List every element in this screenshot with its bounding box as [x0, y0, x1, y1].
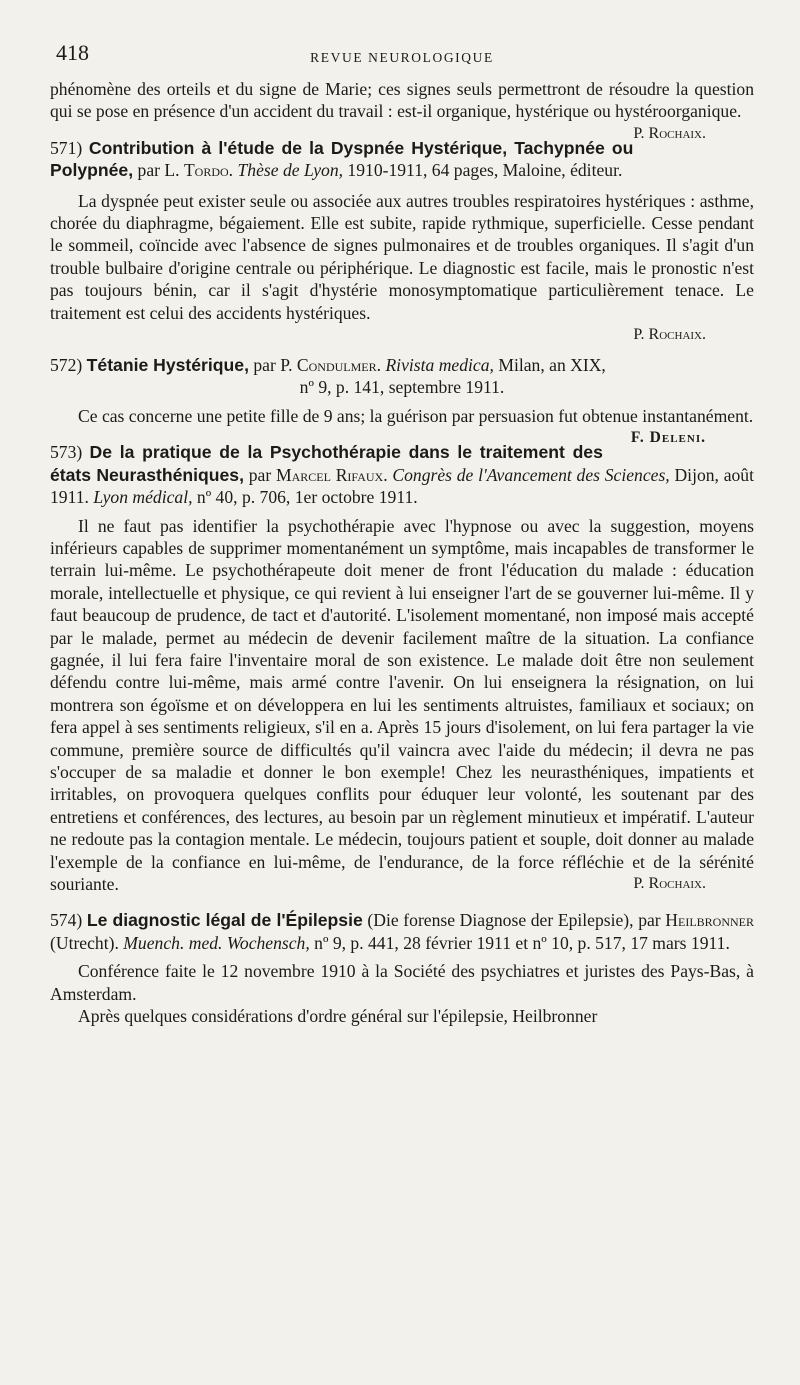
entry-573-author: Marcel Rifaux.: [275, 464, 388, 485]
entry-574-author-suffix: (Utrecht).: [50, 932, 119, 953]
entry-574-title: Le diagnostic légal de l'Épilepsie: [86, 910, 363, 931]
entry-572-author: Condulmer.: [296, 355, 382, 376]
entry-574-author: Heilbronner: [665, 910, 754, 931]
entry-573-signature: P. Rochaix.: [633, 875, 706, 892]
entry-572-source: Rivista medica,: [385, 355, 494, 376]
entry-571-author-prefix: par L.: [137, 160, 180, 181]
page-header: [50, 38, 754, 78]
entry-572-body: Ce cas concerne une petite fille de 9 ans; la guérison par persuasion fut obtenue instantanément.: [78, 405, 754, 426]
entry-571-title: Contribution à l'étude de la Dyspnée Hystérique, Tachypnée ou Polypnée,: [50, 137, 634, 181]
carry-over-signature: P. Rochaix.: [633, 124, 706, 142]
entry-573-number: 573): [50, 442, 83, 463]
entry-574-source: Muench. med. Wochensch,: [123, 932, 310, 953]
entry-574-paren: (Die forense Diagnose der Epilepsie),: [367, 910, 634, 931]
entry-573-title: De la pratique de la Psychothérapie dans le traitement des états Neurasthéniques,: [50, 442, 603, 485]
entry-572-heading: [50, 354, 754, 376]
entry-574-heading: [50, 909, 754, 954]
entry-574-body-2: Après quelques considérations d'ordre général sur l'épilepsie, Heilbronner: [78, 1006, 598, 1027]
carry-over-text: phénomène des orteils et du signe de Marie; ces signes seuls permettront de résoudre la question qui se pose en présence d'un accident du travail : est-il organique, hystérique ou hystéroorganique.: [50, 79, 754, 122]
entry-574-number: 574): [50, 910, 83, 931]
entry-574-details: nº 9, p. 441, 28 février 1911 et nº 10, p. 517, 17 mars 1911.: [314, 932, 730, 953]
entry-573-body: Il ne faut pas identifier la psychothérapie avec l'hypnose ou avec la suggestion, moyens inférieurs capables de supprimer momentanément un symptôme, mais incapables de transformer le terrain lui-même. Le psychothérapeute doit mener de front l'éducation du malade : éducation morale, intellectuelle et physique, ce qui revient à lui enseigner l'art de se gouverner lui-même. Il y faut beaucoup de prudence, de tact et d'autorité. L'isolement momentané, non imposé mais accepté par le malade, permet au médecin de devenir facilement maître de la situation. La confiance gagnée, il lui fera faire l'inventaire moral de son existence. Le malade doit être non seulement défendu contre lui-même, mais armé contre l'avenir. On lui enseignera la résignation, on lui montrera son égoïsme et on développera en lui les sentiments altruistes, familiaux et sociaux; on fera appel à ses sentiments religieux, s'il en a. Après 15 jours d'isolement, on lui fera partager la vie commune, première source de difficultés qu'il vaincra avec l'aide du médecin; il devra ne pas s'occuper de sa maladie et donner le bon exemple! Chez les neurasthéniques, impatients et irritables, on provoquera quelques conflits pour éduquer leur volonté, les soutenant par des entretiens et conférences, des lectures, au besoin par un règlement minutieux et impératif. L'auteur ne redoute pas la contagion mentale. Le médecin, toujours patient et souple, doit donner au malade l'exemple de la confiance en lui-même, de l'endurance, de la force réfléchie et de la sérénité souriante.: [50, 515, 754, 894]
entry-572-details-2: nº 9, p. 141, septembre 1911.: [299, 377, 505, 398]
entry-573-source-2: Lyon médical,: [93, 487, 193, 508]
entry-574-author-prefix: par: [638, 910, 661, 931]
entry-572-author-prefix: par P.: [253, 355, 293, 376]
entry-571-source: Thèse de Lyon,: [237, 160, 344, 181]
entry-572-signature: F. Deleni.: [630, 429, 706, 447]
entry-573-author-prefix: par: [248, 464, 272, 485]
running-head: REVUE NEUROLOGIQUE: [310, 50, 494, 65]
entry-574-body-1: Conférence faite le 12 novembre 1910 à la Société des psychiatres et juristes des Pays-Bas, à Amsterdam.: [50, 961, 754, 1004]
entry-571-details: 1910-1911, 64 pages, Maloine, éditeur.: [347, 160, 623, 181]
entry-571-author: Tordo.: [183, 160, 234, 181]
page-number: 418: [56, 40, 89, 65]
entry-571-signature: P. Rochaix.: [633, 326, 706, 344]
entry-573-heading: [50, 441, 754, 508]
carry-over-paragraph: [50, 78, 754, 142]
entry-572-body-paragraph: [50, 405, 754, 447]
entry-573-source: Congrès de l'Avancement des Sciences,: [392, 464, 670, 485]
entry-572-details-1: Milan, an XIX,: [498, 355, 606, 376]
entry-571-body: La dyspnée peut exister seule ou associée aux autres troubles respiratoires hystériques : asthme, chorée du diaphragme, bégaiement. Elle est subite, rapide rythmique, superficielle. Cesse pendant le sommeil, coïncide avec l'absence de signes pulmonaires et de troubles organiques. Il s'agit d'un trouble bulbaire d'origine centrale ou périphérique. Le diagnostic est facile, mais le pronostic n'est pas toujours bénin, car il s'agit d'hystérie monosymptomatique particulièrement tenace. Le traitement est celui des accidents hystériques.: [50, 190, 754, 323]
entry-573-details: Dijon, août 1911.: [50, 464, 754, 508]
entry-571-number: 571): [50, 137, 83, 158]
entry-573-body-paragraph: [50, 515, 754, 896]
entry-572-title: Tétanie Hystérique,: [86, 355, 249, 376]
entry-573-details-2: nº 40, p. 706, 1er octobre 1911.: [196, 487, 418, 508]
entry-572-number: 572): [50, 355, 83, 376]
